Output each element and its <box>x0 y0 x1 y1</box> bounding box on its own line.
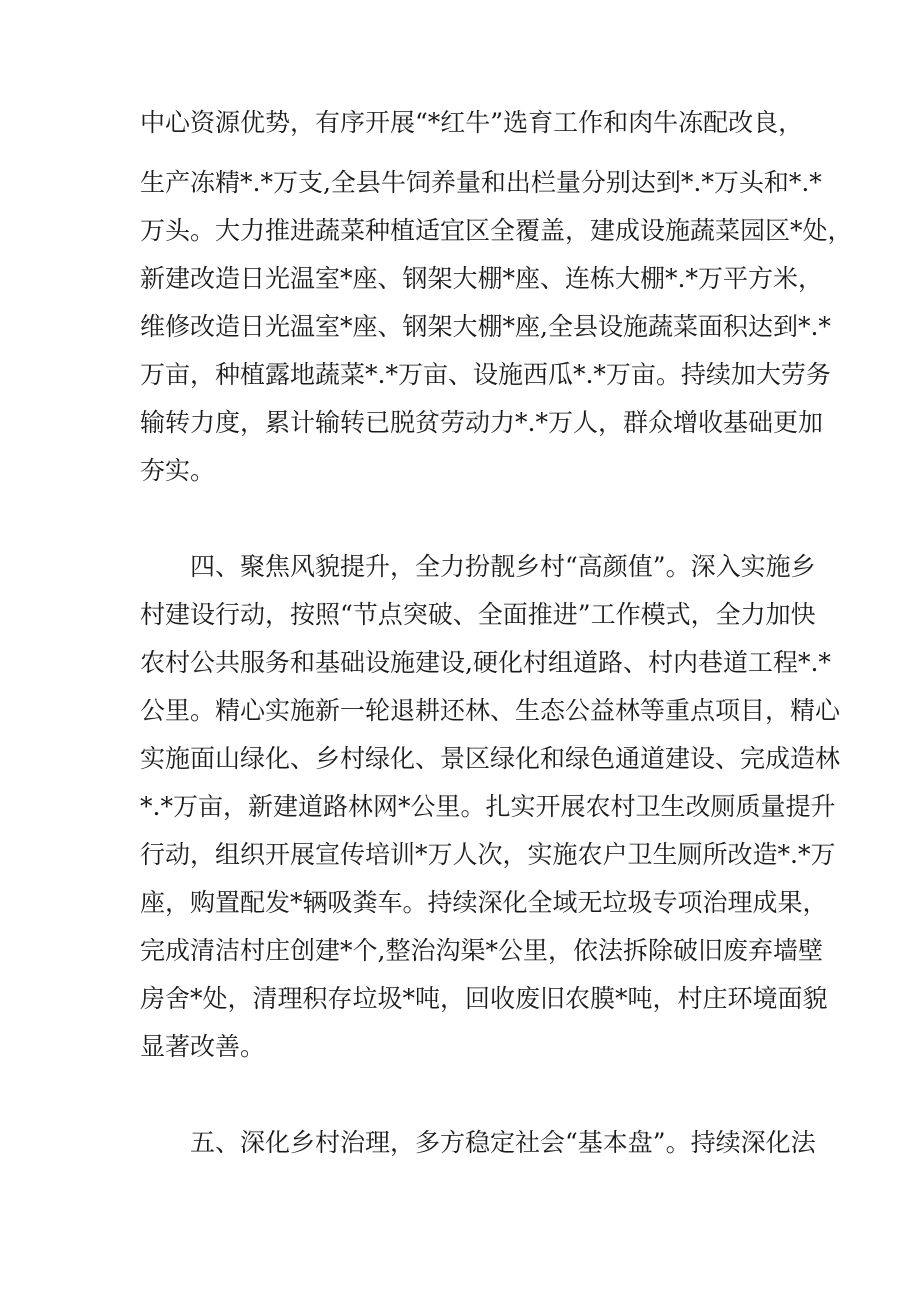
text-line: 夯实。 <box>140 456 216 485</box>
text-line: 农村公共服务和基础设施建设,硬化村组道路、村内巷道工程*.* <box>140 648 831 677</box>
text-line: 万亩，种植露地蔬菜*.*万亩、设施西瓜*.*万亩。持续加大劳务 <box>140 360 831 389</box>
text-line: 输转力度，累计输转已脱贫劳动力*.*万人，群众增收基础更加 <box>140 408 823 437</box>
text-line: 行动，组织开展宣传培训*万人次，实施农户卫生厕所改造*.*万 <box>140 840 836 869</box>
text-line: 房舍*处，清理积存垃圾*吨，回收废旧农膜*吨，村庄环境面貌 <box>140 984 828 1013</box>
text-line: 生产冻精*.*万支,全县牛饲养量和出栏量分别达到*.*万头和*.* <box>140 168 822 197</box>
text-line: 中心资源优势，有序开展“*红牛”选育工作和肉牛冻配改良， <box>140 108 804 137</box>
text-line: 万头。大力推进蔬菜种植适宜区全覆盖，建成设施蔬菜园区*处， <box>140 216 853 245</box>
text-line: 座，购置配发*辆吸粪车。持续深化全域无垃圾专项治理成果， <box>140 888 828 917</box>
text-line: 完成清洁村庄创建*个,整治沟渠*公里，依法拆除破旧废弃墙壁 <box>140 936 823 965</box>
paragraph-heading-line: 四、聚焦风貌提升，全力扮靓乡村“高颜值”。深入实施乡 <box>190 552 816 581</box>
text-line: *.*万亩，新建道路林网*公里。扎实开展农村卫生改厕质量提升 <box>140 792 836 821</box>
paragraph-heading-line: 五、深化乡村治理，多方稳定社会“基本盘”。持续深化法 <box>190 1128 816 1157</box>
text-line: 维修改造日光温室*座、钢架大棚*座,全县设施蔬菜面积达到*.* <box>140 312 831 341</box>
text-line: 新建改造日光温室*座、钢架大棚*座、连栋大棚*.*万平方米， <box>140 264 823 293</box>
text-line: 显著改善。 <box>140 1032 266 1061</box>
text-line: 村建设行动，按照“节点突破、全面推进”工作模式，全力加快 <box>140 600 816 629</box>
text-line: 公里。精心实施新一轮退耕还林、生态公益林等重点项目，精心 <box>140 696 841 725</box>
text-line: 实施面山绿化、乡村绿化、景区绿化和绿色通道建设、完成造林 <box>140 744 841 773</box>
